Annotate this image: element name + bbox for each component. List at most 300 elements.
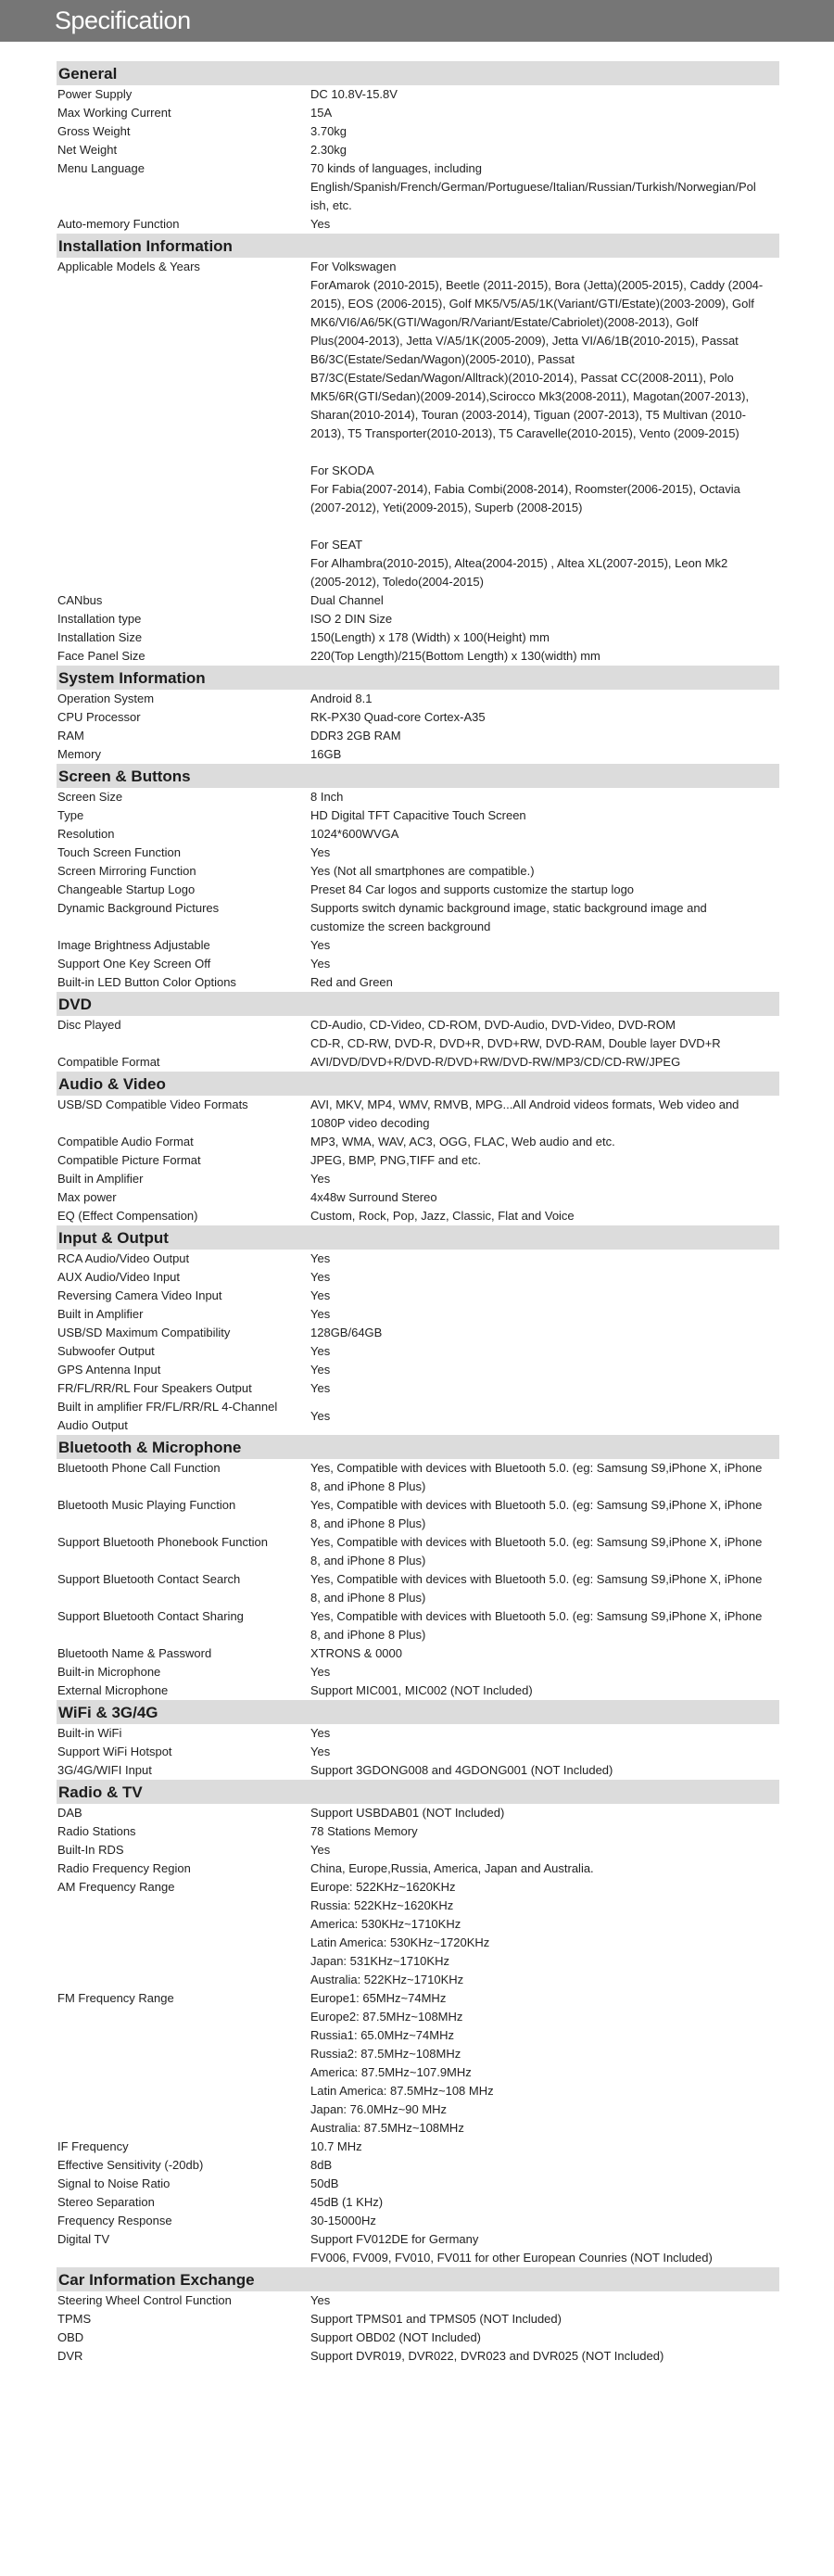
section-header: General xyxy=(57,61,779,85)
spec-value-line: 8, and iPhone 8 Plus) xyxy=(310,1516,426,1530)
spec-value xyxy=(310,1644,779,1663)
spec-value xyxy=(310,1250,779,1268)
spec-value xyxy=(310,628,779,647)
spec-row xyxy=(57,647,779,666)
spec-label xyxy=(57,1305,310,1324)
spec-value-line: 8, and iPhone 8 Plus) xyxy=(310,1591,426,1605)
spec-label-line: Support Bluetooth Contact Search xyxy=(57,1572,241,1586)
spec-value xyxy=(310,2291,779,2310)
spec-row xyxy=(57,862,779,881)
spec-label xyxy=(57,85,310,104)
spec-table xyxy=(57,61,779,2366)
spec-value-line: Yes, Compatible with devices with Bluetooth 5.0. (eg: Samsung S9,iPhone X, iPhone xyxy=(310,1572,763,1586)
section-installation-information xyxy=(57,234,779,666)
spec-label-line: Compatible Audio Format xyxy=(57,1135,194,1148)
spec-value-line: 78 Stations Memory xyxy=(310,1824,418,1838)
spec-row xyxy=(57,844,779,862)
spec-value-line: RK-PX30 Quad-core Cortex-A35 xyxy=(310,710,486,724)
spec-label xyxy=(57,1570,310,1607)
spec-row xyxy=(57,628,779,647)
spec-value-line: ISO 2 DIN Size xyxy=(310,612,393,626)
section-radio-tv xyxy=(57,1780,779,2267)
spec-value xyxy=(310,1016,779,1053)
spec-value xyxy=(310,1096,779,1133)
spec-value-line: 8, and iPhone 8 Plus) xyxy=(310,1479,426,1493)
spec-label-line: Face Panel Size xyxy=(57,649,145,663)
spec-label-line: Disc Played xyxy=(57,1018,121,1032)
spec-value-line: 50dB xyxy=(310,2176,339,2190)
spec-value-line: HD Digital TFT Capacitive Touch Screen xyxy=(310,808,526,822)
spec-value-line: AVI, MKV, MP4, WMV, RMVB, MPG...All Android videos formats, Web video and xyxy=(310,1098,739,1111)
spec-value-line: MK5/6R(GTI/Sedan)(2009-2014),Scirocco Mk3(2008-2011), Magotan(2007-2013), xyxy=(310,389,750,403)
spec-label xyxy=(57,1878,310,1989)
spec-label-line: USB/SD Compatible Video Formats xyxy=(57,1098,248,1111)
spec-row xyxy=(57,936,779,955)
spec-value-line: 8, and iPhone 8 Plus) xyxy=(310,1628,426,1642)
spec-label-line: DVR xyxy=(57,2349,83,2363)
spec-row xyxy=(57,1859,779,1878)
spec-value-line: Dual Channel xyxy=(310,593,384,607)
spec-label-line: Audio Output xyxy=(57,1418,128,1432)
section-general xyxy=(57,61,779,234)
spec-row xyxy=(57,1250,779,1268)
spec-value xyxy=(310,1133,779,1151)
spec-label xyxy=(57,936,310,955)
spec-value-line: America: 530KHz~1710KHz xyxy=(310,1917,461,1931)
spec-row xyxy=(57,1324,779,1342)
spec-value-line: Support USBDAB01 (NOT Included) xyxy=(310,1806,505,1820)
spec-value-line: JPEG, BMP, PNG,TIFF and etc. xyxy=(310,1153,481,1167)
spec-value xyxy=(310,862,779,881)
spec-label xyxy=(57,1761,310,1780)
spec-label-line: DAB xyxy=(57,1806,82,1820)
spec-value-line: Russia: 522KHz~1620KHz xyxy=(310,1898,454,1912)
spec-label-line: Changeable Startup Logo xyxy=(57,882,196,896)
section-header: WiFi & 3G/4G xyxy=(57,1700,779,1724)
spec-value-line: Supports switch dynamic background image, static background image and xyxy=(310,901,707,915)
spec-value-line: Yes xyxy=(310,1409,331,1423)
spec-label-line: Built-in WiFi xyxy=(57,1726,122,1740)
spec-label-line: Built in Amplifier xyxy=(57,1172,144,1186)
spec-value xyxy=(310,1724,779,1743)
spec-value xyxy=(310,1305,779,1324)
spec-label-line: Built in amplifier FR/FL/RR/RL 4-Channel xyxy=(57,1400,278,1414)
spec-value-line: 2015), EOS (2006-2015), Golf MK5/V5/A5/1K(Variant/GTI/Estate)(2003-2009), Golf xyxy=(310,297,754,311)
spec-value xyxy=(310,1342,779,1361)
section-header: Bluetooth & Microphone xyxy=(57,1435,779,1459)
spec-row xyxy=(57,2310,779,2329)
spec-row xyxy=(57,85,779,104)
spec-row xyxy=(57,1607,779,1644)
spec-label xyxy=(57,844,310,862)
spec-value-line: Yes, Compatible with devices with Bluetooth 5.0. (eg: Samsung S9,iPhone X, iPhone xyxy=(310,1461,763,1475)
spec-row xyxy=(57,1096,779,1133)
spec-value xyxy=(310,2347,779,2366)
spec-value xyxy=(310,788,779,806)
spec-row xyxy=(57,2138,779,2156)
spec-value-line: Yes, Compatible with devices with Bluetooth 5.0. (eg: Samsung S9,iPhone X, iPhone xyxy=(310,1609,763,1623)
spec-value xyxy=(310,258,779,591)
spec-row xyxy=(57,1804,779,1822)
section-header: Screen & Buttons xyxy=(57,764,779,788)
spec-label-line: Applicable Models & Years xyxy=(57,260,200,273)
spec-value xyxy=(310,690,779,708)
spec-label xyxy=(57,1170,310,1188)
spec-label xyxy=(57,1681,310,1700)
spec-label xyxy=(57,1133,310,1151)
spec-label xyxy=(57,2310,310,2329)
spec-label xyxy=(57,258,310,591)
spec-row xyxy=(57,215,779,234)
spec-value-line: Yes xyxy=(310,1251,331,1265)
spec-value-line: 1024*600WVGA xyxy=(310,827,399,841)
spec-value-line: CD-Audio, CD-Video, CD-ROM, DVD-Audio, DVD-Video, DVD-ROM xyxy=(310,1018,676,1032)
spec-value-line: 8dB xyxy=(310,2158,333,2172)
spec-value-line: Yes xyxy=(310,1344,331,1358)
spec-value-line: Preset 84 Car logos and supports customize the startup logo xyxy=(310,882,635,896)
spec-value-line: ish, etc. xyxy=(310,198,352,212)
spec-row xyxy=(57,806,779,825)
spec-value-line: Yes xyxy=(310,957,331,971)
spec-value-line: DC 10.8V-15.8V xyxy=(310,87,398,101)
spec-label-line: Effective Sensitivity (-20db) xyxy=(57,2158,204,2172)
spec-row xyxy=(57,1170,779,1188)
spec-value-line: For SKODA xyxy=(310,463,374,477)
spec-value-line: 2.30kg xyxy=(310,143,348,157)
spec-row xyxy=(57,1133,779,1151)
spec-value-line: English/Spanish/French/German/Portuguese/Italian/Russian/Turkish/Norwegian/Pol xyxy=(310,180,756,194)
spec-label xyxy=(57,2347,310,2366)
spec-value xyxy=(310,2212,779,2230)
spec-value-line: DDR3 2GB RAM xyxy=(310,729,401,742)
spec-label xyxy=(57,215,310,234)
spec-label-line: FM Frequency Range xyxy=(57,1991,174,2005)
spec-label xyxy=(57,1663,310,1681)
section-input-output xyxy=(57,1225,779,1435)
spec-row xyxy=(57,690,779,708)
spec-label xyxy=(57,1398,310,1435)
section-header: Input & Output xyxy=(57,1225,779,1250)
spec-value-line: Plus(2004-2013), Jetta V/A5/1K(2005-2009), Jetta VI/A6/1B(2010-2015), Passat xyxy=(310,334,739,348)
spec-value-line: Red and Green xyxy=(310,975,393,989)
spec-label xyxy=(57,647,310,666)
spec-value xyxy=(310,2156,779,2175)
spec-value-line: customize the screen background xyxy=(310,920,491,933)
spec-label-line: Operation System xyxy=(57,692,155,705)
spec-value-line: 10.7 MHz xyxy=(310,2139,362,2153)
section-wifi-3g-4g xyxy=(57,1700,779,1780)
spec-value-line: ForAmarok (2010-2015), Beetle (2011-2015), Bora (Jetta)(2005-2015), Caddy (2004- xyxy=(310,278,764,292)
spec-label xyxy=(57,1096,310,1133)
spec-label xyxy=(57,1188,310,1207)
spec-label xyxy=(57,591,310,610)
spec-row xyxy=(57,1361,779,1379)
spec-label xyxy=(57,2329,310,2347)
spec-label xyxy=(57,1804,310,1822)
spec-value-line: FV006, FV009, FV010, FV011 for other European Counries (NOT Included) xyxy=(310,2251,713,2265)
spec-value xyxy=(310,1398,779,1435)
spec-value xyxy=(310,1151,779,1170)
spec-row xyxy=(57,973,779,992)
spec-label-line: EQ (Effect Compensation) xyxy=(57,1209,198,1223)
spec-value-line: Latin America: 530KHz~1720KHz xyxy=(310,1935,490,1949)
spec-label xyxy=(57,690,310,708)
spec-label-line: Radio Frequency Region xyxy=(57,1861,191,1875)
spec-value xyxy=(310,1188,779,1207)
spec-value xyxy=(310,973,779,992)
spec-label-line: Stereo Separation xyxy=(57,2195,155,2209)
section-screen-buttons xyxy=(57,764,779,992)
spec-value-line: America: 87.5MHz~107.9MHz xyxy=(310,2065,472,2079)
spec-label xyxy=(57,1607,310,1644)
spec-row xyxy=(57,1188,779,1207)
spec-label-line: Touch Screen Function xyxy=(57,845,181,859)
spec-value xyxy=(310,1379,779,1398)
spec-value-line: Russia2: 87.5MHz~108MHz xyxy=(310,2047,461,2061)
spec-label-line: Bluetooth Name & Password xyxy=(57,1646,212,1660)
spec-value xyxy=(310,2230,779,2267)
spec-label-line: USB/SD Maximum Compatibility xyxy=(57,1326,231,1339)
spec-row xyxy=(57,1841,779,1859)
spec-label-line: Memory xyxy=(57,747,101,761)
spec-label xyxy=(57,1268,310,1287)
spec-row xyxy=(57,899,779,936)
spec-value xyxy=(310,1761,779,1780)
spec-row xyxy=(57,1207,779,1225)
section-header: DVD xyxy=(57,992,779,1016)
section-header: Audio & Video xyxy=(57,1072,779,1096)
spec-value xyxy=(310,899,779,936)
section-header: Car Information Exchange xyxy=(57,2267,779,2291)
spec-value-line xyxy=(310,443,779,462)
spec-row xyxy=(57,825,779,844)
spec-row xyxy=(57,1151,779,1170)
spec-row xyxy=(57,141,779,159)
section-bluetooth-microphone xyxy=(57,1435,779,1700)
spec-label-line: Max power xyxy=(57,1190,117,1204)
spec-value xyxy=(310,1743,779,1761)
spec-value xyxy=(310,1533,779,1570)
spec-value-line: 150(Length) x 178 (Width) x 100(Height) mm xyxy=(310,630,550,644)
spec-value-line: Custom, Rock, Pop, Jazz, Classic, Flat and Voice xyxy=(310,1209,575,1223)
spec-value xyxy=(310,1878,779,1989)
spec-row xyxy=(57,1761,779,1780)
title-bar xyxy=(0,0,834,42)
spec-row xyxy=(57,955,779,973)
spec-row xyxy=(57,2193,779,2212)
spec-value-line: Support DVR019, DVR022, DVR023 and DVR025 (NOT Included) xyxy=(310,2349,664,2363)
spec-row xyxy=(57,2212,779,2230)
spec-value-line: For Alhambra(2010-2015), Altea(2004-2015) , Altea XL(2007-2015), Leon Mk2 xyxy=(310,556,728,570)
spec-value-line: For Fabia(2007-2014), Fabia Combi(2008-2014), Roomster(2006-2015), Octavia xyxy=(310,482,740,496)
spec-label xyxy=(57,1053,310,1072)
spec-row xyxy=(57,1459,779,1496)
spec-label-line: AM Frequency Range xyxy=(57,1880,175,1894)
spec-value xyxy=(310,85,779,104)
spec-label xyxy=(57,1342,310,1361)
spec-label-line: CANbus xyxy=(57,593,103,607)
spec-label xyxy=(57,708,310,727)
spec-value xyxy=(310,1804,779,1822)
spec-label-line: Frequency Response xyxy=(57,2214,172,2227)
section-car-information-exchange xyxy=(57,2267,779,2366)
spec-row xyxy=(57,1287,779,1305)
spec-value xyxy=(310,1207,779,1225)
spec-value xyxy=(310,936,779,955)
spec-label xyxy=(57,899,310,936)
spec-row xyxy=(57,1878,779,1989)
section-dvd xyxy=(57,992,779,1072)
spec-value-line: Yes xyxy=(310,1726,331,1740)
spec-row xyxy=(57,1724,779,1743)
spec-value-line: Yes xyxy=(310,938,331,952)
spec-label-line: Steering Wheel Control Function xyxy=(57,2293,232,2307)
spec-value-line: Support OBD02 (NOT Included) xyxy=(310,2330,482,2344)
spec-value-line: 15A xyxy=(310,106,333,120)
spec-label-line: TPMS xyxy=(57,2312,92,2326)
spec-label xyxy=(57,1459,310,1496)
spec-label xyxy=(57,862,310,881)
spec-value-line: Russia1: 65.0MHz~74MHz xyxy=(310,2028,454,2042)
spec-value xyxy=(310,122,779,141)
spec-row xyxy=(57,1533,779,1570)
spec-row xyxy=(57,1681,779,1700)
spec-value-line: 1080P video decoding xyxy=(310,1116,430,1130)
spec-value-line: Sharan(2010-2014), Touran (2003-2014), Tiguan (2007-2013), T5 Multivan (2010- xyxy=(310,408,746,422)
spec-row xyxy=(57,1379,779,1398)
spec-value xyxy=(310,881,779,899)
spec-value xyxy=(310,1822,779,1841)
spec-label xyxy=(57,1724,310,1743)
spec-label-line: Compatible Format xyxy=(57,1055,160,1069)
spec-label xyxy=(57,610,310,628)
spec-value xyxy=(310,647,779,666)
spec-value-line: 30-15000Hz xyxy=(310,2214,376,2227)
spec-value-line: 128GB/64GB xyxy=(310,1326,383,1339)
spec-row xyxy=(57,2230,779,2267)
spec-value-line: Yes xyxy=(310,1381,331,1395)
spec-value-line: 8 Inch xyxy=(310,790,344,804)
spec-row xyxy=(57,745,779,764)
spec-label xyxy=(57,628,310,647)
spec-label-line: Support WiFi Hotspot xyxy=(57,1745,172,1758)
spec-value xyxy=(310,2310,779,2329)
section-header: System Information xyxy=(57,666,779,690)
spec-value-line: Yes xyxy=(310,1172,331,1186)
spec-label xyxy=(57,806,310,825)
spec-row xyxy=(57,122,779,141)
spec-label-line: Built-in Microphone xyxy=(57,1665,161,1679)
spec-value-line: (2007-2012), Yeti(2009-2015), Superb (2008-2015) xyxy=(310,501,583,514)
spec-row xyxy=(57,1663,779,1681)
spec-value xyxy=(310,727,779,745)
spec-row xyxy=(57,1053,779,1072)
spec-value-line: Support MIC001, MIC002 (NOT Included) xyxy=(310,1683,533,1697)
spec-row xyxy=(57,258,779,591)
section-header: Installation Information xyxy=(57,234,779,258)
spec-value xyxy=(310,745,779,764)
spec-value-line: (2005-2012), Toledo(2004-2015) xyxy=(310,575,484,589)
spec-label xyxy=(57,1841,310,1859)
spec-value xyxy=(310,1859,779,1878)
spec-label xyxy=(57,1207,310,1225)
spec-label xyxy=(57,955,310,973)
spec-label-line: Signal to Noise Ratio xyxy=(57,2176,171,2190)
section-header: Radio & TV xyxy=(57,1780,779,1804)
spec-value-line: B7/3C(Estate/Sedan/Wagon/Alltrack)(2010-2014), Passat CC(2008-2011), Polo xyxy=(310,371,734,385)
spec-label-line: 3G/4G/WIFI Input xyxy=(57,1763,152,1777)
spec-label-line: Max Working Current xyxy=(57,106,171,120)
spec-row xyxy=(57,2291,779,2310)
spec-label-line: Bluetooth Music Playing Function xyxy=(57,1498,236,1512)
spec-value-line: Yes xyxy=(310,1363,331,1377)
spec-row xyxy=(57,2347,779,2366)
spec-label xyxy=(57,788,310,806)
spec-value-line: For SEAT xyxy=(310,538,363,552)
spec-value xyxy=(310,1989,779,2138)
spec-label xyxy=(57,1361,310,1379)
spec-value-line: Yes xyxy=(310,1665,331,1679)
spec-label xyxy=(57,881,310,899)
spec-label xyxy=(57,825,310,844)
spec-value-line: Europe2: 87.5MHz~108MHz xyxy=(310,2010,463,2024)
spec-label-line: External Microphone xyxy=(57,1683,169,1697)
spec-label xyxy=(57,141,310,159)
spec-label-line: AUX Audio/Video Input xyxy=(57,1270,181,1284)
spec-value-line: MP3, WMA, WAV, AC3, OGG, FLAC, Web audio and etc. xyxy=(310,1135,615,1148)
spec-label-line: Menu Language xyxy=(57,161,145,175)
spec-value-line: Yes, Compatible with devices with Bluetooth 5.0. (eg: Samsung S9,iPhone X, iPhone xyxy=(310,1498,763,1512)
spec-label-line: RAM xyxy=(57,729,84,742)
spec-value xyxy=(310,1607,779,1644)
spec-label-line: Gross Weight xyxy=(57,124,131,138)
spec-value-line: Yes xyxy=(310,845,331,859)
spec-label-line: OBD xyxy=(57,2330,84,2344)
spec-value-line: 2013), T5 Transporter(2010-2013), T5 Caravelle(2010-2015), Vento (2009-2015) xyxy=(310,426,739,440)
spec-label xyxy=(57,2212,310,2230)
spec-label xyxy=(57,122,310,141)
spec-value xyxy=(310,141,779,159)
spec-value-line: Yes xyxy=(310,1843,331,1857)
spec-value xyxy=(310,591,779,610)
spec-row xyxy=(57,1570,779,1607)
spec-label-line: Support Bluetooth Phonebook Function xyxy=(57,1535,268,1549)
spec-value-line: 16GB xyxy=(310,747,342,761)
spec-value xyxy=(310,610,779,628)
spec-label-line: Resolution xyxy=(57,827,115,841)
spec-row xyxy=(57,1496,779,1533)
spec-label-line: GPS Antenna Input xyxy=(57,1363,161,1377)
spec-label xyxy=(57,2138,310,2156)
spec-row xyxy=(57,1822,779,1841)
spec-label xyxy=(57,1822,310,1841)
spec-row xyxy=(57,104,779,122)
spec-label-line: Installation Size xyxy=(57,630,143,644)
spec-label-line: Support Bluetooth Contact Sharing xyxy=(57,1609,244,1623)
spec-value-line: Japan: 531KHz~1710KHz xyxy=(310,1954,449,1968)
spec-value-line: Yes xyxy=(310,1270,331,1284)
spec-row xyxy=(57,1644,779,1663)
spec-value xyxy=(310,844,779,862)
spec-label xyxy=(57,1989,310,2138)
spec-value xyxy=(310,1841,779,1859)
spec-label-line: Radio Stations xyxy=(57,1824,136,1838)
spec-row xyxy=(57,1989,779,2138)
spec-label xyxy=(57,1533,310,1570)
spec-value-line: 4x48w Surround Stereo xyxy=(310,1190,437,1204)
spec-row xyxy=(57,159,779,215)
spec-value-line: 8, and iPhone 8 Plus) xyxy=(310,1554,426,1567)
